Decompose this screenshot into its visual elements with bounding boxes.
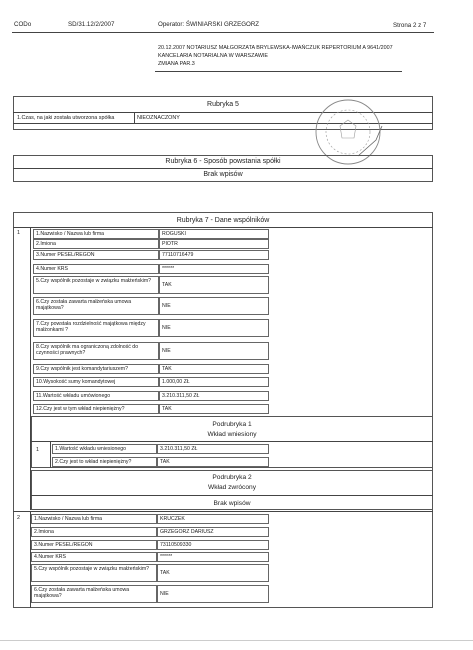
partner-1-label-4: 4.Numer KRS <box>33 264 159 274</box>
partner-1-label-6: 6.Czy została zawarta małżeńska umowa majątkowa? <box>33 297 159 315</box>
partner-2-value-3: 73110509330 <box>157 540 269 550</box>
partner-2-value-1: KRUCZEK <box>157 514 269 524</box>
partner-2-value-2: GRZEGORZ DARIUSZ <box>157 527 269 537</box>
partner-1-label-1: 1.Nazwisko / Nazwa lub firma <box>33 229 159 239</box>
notary-line-3: ZMIANA PAR.3 <box>158 61 195 67</box>
partner-1-label-12: 12.Czy jest w tym wkład niepieniężny? <box>33 404 159 414</box>
scan-edge-line <box>0 640 473 641</box>
partner-1-value-9: TAK <box>159 364 269 374</box>
header-divider <box>12 32 434 33</box>
operator-name: Operator: ŚWINIARSKI GRZEGORZ <box>158 21 260 28</box>
notary-line-2: KANCELARIA NOTARIALNA W WARSZAWIE <box>158 53 269 59</box>
podrubryka-1-col-left <box>50 441 51 468</box>
rubryka-5-label: 1.Czas, na jaki została utworzona spółka <box>17 115 115 121</box>
podrubryka-1-label-1: 1.Wartość wkładu wniesionego <box>52 444 157 454</box>
partner-2-label-4: 4.Numer KRS <box>31 552 157 562</box>
partner-2-label-2: 2.Imiona <box>31 527 157 537</box>
notary-divider <box>155 71 402 72</box>
podrubryka-2-subtitle: Wkład zwrócony <box>207 484 256 491</box>
partner-1-value-8: NIE <box>159 342 269 360</box>
podrubryka-1-subtitle: Wkład wniesiony <box>207 431 257 438</box>
partner-1-value-10: 1.000,00 ZŁ <box>159 377 269 387</box>
partner-1-value-12: TAK <box>159 404 269 414</box>
partner-1-label-2: 2.Imiona <box>33 239 159 249</box>
partner-1-value-2: PIOTR <box>159 239 269 249</box>
rubryka-6-divider <box>13 168 433 169</box>
rubryka-5-title: Rubryka 5 <box>207 101 239 108</box>
form-code: CODo <box>14 21 32 28</box>
partner-2-value-6: NIE <box>157 585 269 603</box>
partner-1-value-11: 3.210.311,50 ZŁ <box>159 391 269 401</box>
rubryka-5-value: NIEOZNACZONY <box>137 115 180 121</box>
partner-1-value-7: NIE <box>159 319 269 337</box>
partner-1-value-4: ****** <box>159 264 269 274</box>
partner-1-value-1: ROGUSKI <box>159 229 269 239</box>
partner-2-label-3: 3.Numer PESEL/REGON <box>31 540 157 550</box>
rubryka-6-title: Rubryka 6 - Sposób powstania spółki <box>165 158 281 165</box>
podrubryka-1-title: Podrubryka 1 <box>212 421 252 428</box>
partner-1-label-7: 7.Czy powstała rozdzielność majątkowa między małżonkami ? <box>33 319 159 337</box>
rubryka-7-divider <box>13 227 433 228</box>
notary-line-1: 20.12.2007 NOTARIUSZ MAŁGORZATA BRYLEWSKA-IWAŃCZUK REPERTORIUM A 9641/2007 <box>158 45 393 51</box>
podrubryka-2-divider <box>31 495 433 496</box>
partner-1-number: 1 <box>17 230 20 236</box>
reference-number: SD/31.12/2/2007 <box>68 21 115 28</box>
podrubryka-2-title: Podrubryka 2 <box>212 474 252 481</box>
partner-2-divider <box>13 511 433 512</box>
partner-1-label-5: 5.Czy wspólnik pozostaje w związku małżeńskim? <box>33 276 159 294</box>
partner-1-label-3: 3.Numer PESEL/REGON <box>33 250 159 260</box>
podrubryka-1-divider <box>31 441 433 442</box>
partner-2-label-5: 5.Czy wspólnik pozostaje w związku małżeńskim? <box>31 564 157 582</box>
podrubryka-1-value-2: TAK <box>157 457 269 467</box>
podrubryka-1-value-1: 3.210.311,50 ZŁ <box>157 444 269 454</box>
podrubryka-1-number: 1 <box>36 447 39 453</box>
partner-1-label-9: 9.Czy wspólnik jest komandytariuszem? <box>33 364 159 374</box>
page-number: Strona 2 z 7 <box>393 22 427 29</box>
podrubryka-2-empty: Brak wpisów <box>213 500 251 507</box>
partner-1-value-6: NIE <box>159 297 269 315</box>
partner-1-value-5: TAK <box>159 276 269 294</box>
partner-2-number: 2 <box>17 515 20 521</box>
partner-1-value-3: 77110716479 <box>159 250 269 260</box>
partner-2-label-6: 6.Czy została zawarta małżeńska umowa majątkowa? <box>31 585 157 603</box>
rubryka-5-col-divider <box>134 112 135 123</box>
partner-1-label-10: 10.Wysokość sumy komandytowej <box>33 377 159 387</box>
partner-1-label-11: 11.Wartość wkładu umówionego <box>33 391 159 401</box>
partner-2-value-5: TAK <box>157 564 269 582</box>
rubryka-7-title: Rubryka 7 - Dane wspólników <box>176 217 270 224</box>
partner-1-label-8: 8.Czy wspólnik ma ograniczoną zdolność do czynności prawnych? <box>33 342 159 360</box>
partner-2-value-4: ****** <box>157 552 269 562</box>
rubryka-6-empty: Brak wpisów <box>203 171 243 178</box>
podrubryka-1-label-2: 2.Czy jest to wkład niepieniężny? <box>52 457 157 467</box>
partner-2-label-1: 1.Nazwisko / Nazwa lub firma <box>31 514 157 524</box>
